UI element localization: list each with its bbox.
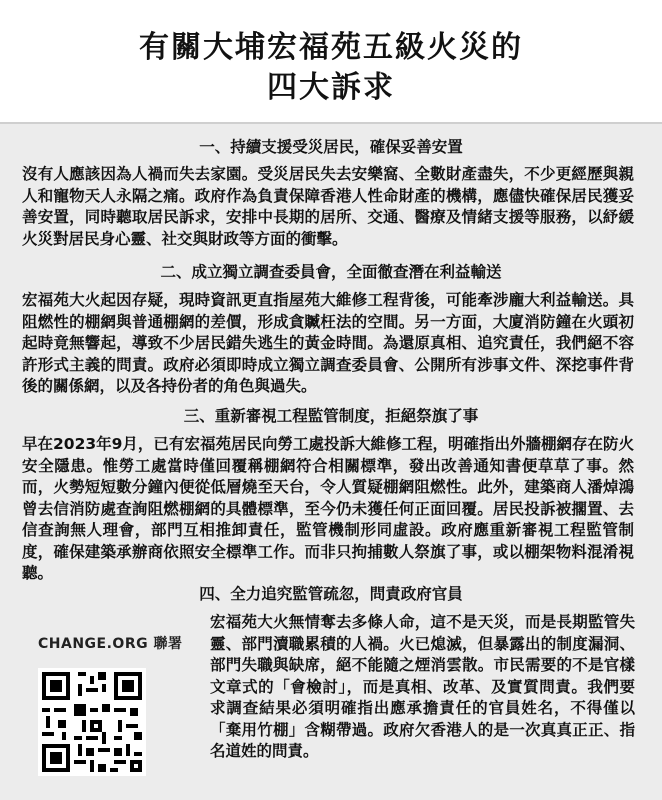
section-2-body: 宏福苑大火起因存疑，現時資訊更直指屋苑大維修工程背後，可能牽涉龐大利益輸送。具阻燃性的棚網與普通棚網的差價，形成貪贓枉法的空間。另一方面，大廈消防鐘在火頭初起時竟無響起，導致不少居民錯失逃生的黃金時間。為還原真相、追究責任，我們絕不容許形式主義的問責。政府必須即時成立獨立調查委員會、公開所有涉事文件、深挖事件背後的關係網，以及各持份者的角色與過失。 bbox=[22, 291, 634, 395]
section-2-heading: 二、成立獨立調查委員會，全面徹查潛在利益輸送 bbox=[160, 263, 502, 281]
page-title-line-1: 有關大埔宏福苑五級火災的 bbox=[139, 30, 523, 65]
section-3-body: 早在2023年9月，已有宏福苑居民向勞工處投訴大維修工程，明確指出外牆棚網存在防火安全隱患。惟勞工處當時僅回覆稱棚網符合相關標準，發出改善通知書便草草了事。然而，火勢短短數分鐘內便從低層燒至天台，令人質疑棚網阻燃性。此外，建築商人潘焯鴻曾去信消防處查詢阻燃棚網的具體標準，至今仍未獲任何正面回覆。居民投訴被擱置、去信查詢無人理會，部門互相推卸責任，監管機制形同虛設。政府應重新審視工程監管制度，確保建築承辦商依照安全標準工作。而非只拘捕數人祭旗了事，或以棚架物料混淆視聽。 bbox=[22, 435, 634, 582]
section-4-body: 宏福苑大火無情奪去多條人命，這不是天災，而是長期監管失靈、部門瀆職累積的人禍。火已熄滅，但暴露出的制度漏洞、部門失職與缺席，絕不能隨之煙消雲散。市民需要的不是官樣文章式的「會檢討」，而是真相、改革、及實質問責。我們要求調查結果必須明確指出應承擔責任的官員姓名，不得僅以「棄用竹棚」含糊帶過。政府欠香港人的是一次真真正正、指名道姓的問責。 bbox=[210, 613, 635, 760]
section-1-heading: 一、持續支援受災居民，確保妥善安置 bbox=[199, 138, 463, 156]
section-4-heading: 四、全力追究監管疏忽，問責政府官員 bbox=[199, 585, 463, 603]
title-banner bbox=[0, 0, 662, 124]
section-1-body: 沒有人應該因為人禍而失去家園。受災居民失去安樂窩、全數財產盡失，不少更經歷與親人和寵物天人永隔之痛。政府作為負責保障香港人性命財產的機構，應儘快確保居民獲妥善安置，同時聽取居民訴求，安排中長期的居所、交通、醫療及情緒支援等服務，以紓緩火災對居民身心靈、社交與財政等方面的衝擊。 bbox=[22, 165, 634, 248]
qr-code-icon[interactable] bbox=[38, 668, 146, 776]
page-title-line-2: 四大訴求 bbox=[267, 70, 395, 105]
section-3-heading: 三、重新審視工程監管制度，拒絕祭旗了事 bbox=[183, 407, 479, 425]
signature-label: CHANGE.ORG 聯署 bbox=[38, 636, 183, 652]
